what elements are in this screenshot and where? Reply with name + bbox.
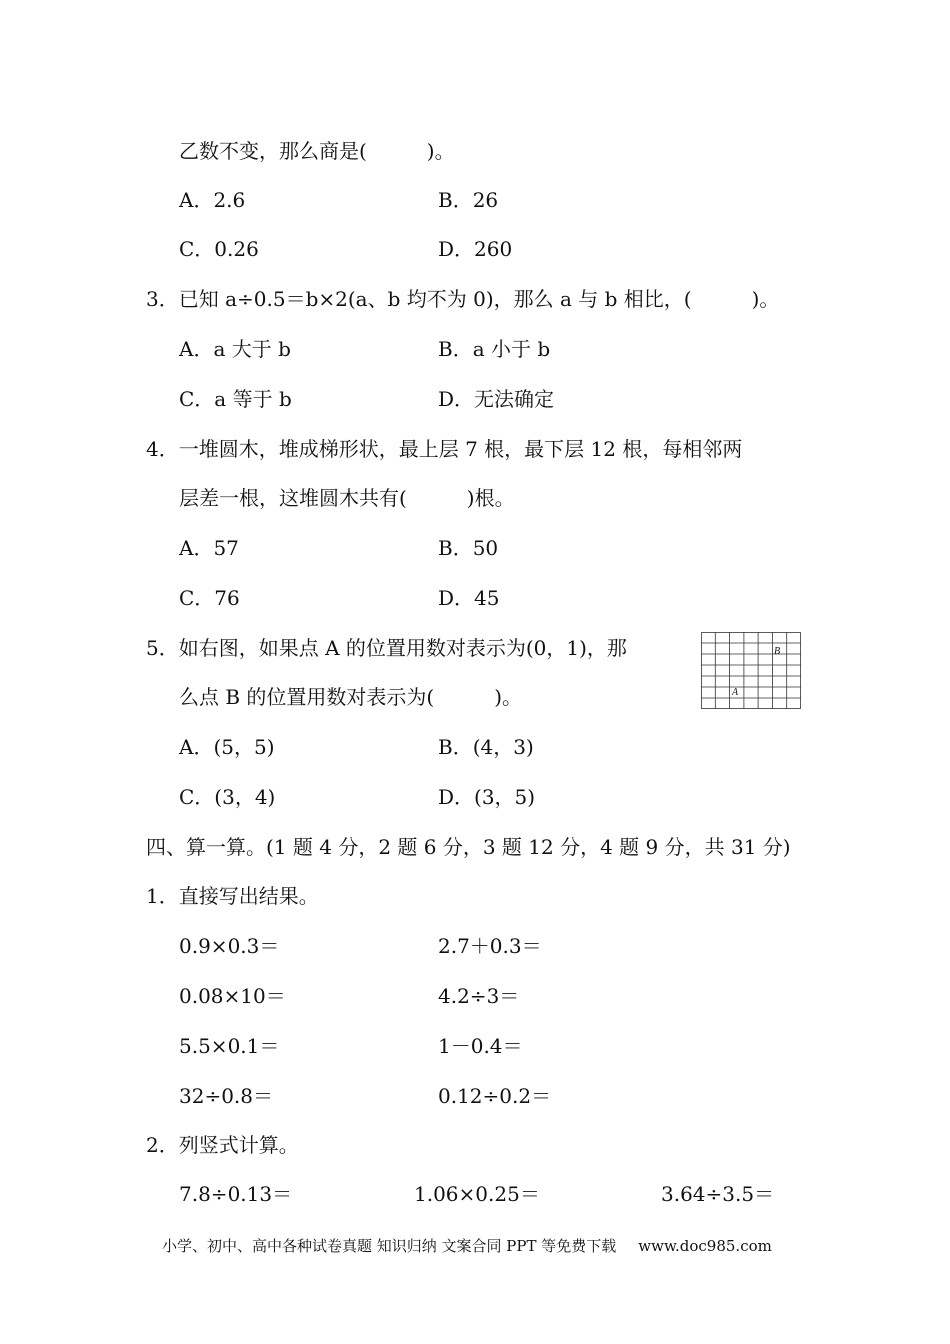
q4-line-2: 层差一根，这堆圆木共有( )根。 [179,486,515,510]
q4-option-c: C．76 [179,586,240,610]
q3-option-c: C．a 等于 b [179,387,292,411]
calc-item: 1－0.4＝ [438,1034,523,1058]
q3-text: 3．已知 a÷0.5＝b×2(a、b 均不为 0)，那么 a 与 b 相比，( )。 [146,287,780,311]
calc-item: 0.08×10＝ [179,984,286,1008]
q5-line-2: 么点 B 的位置用数对表示为( )。 [179,685,523,709]
q3-option-b: B．a 小于 b [438,337,551,361]
q5-option-b: B．(4，3) [438,735,534,759]
section-4-title: 四、算一算。(1 题 4 分，2 题 6 分，3 题 12 分，4 题 9 分，共 31 分) [146,835,791,859]
vertical-calc-item: 3.64÷3.5＝ [661,1182,775,1206]
q2-continuation: 乙数不变，那么商是( )。 [179,139,455,163]
q5-option-a: A．(5，5) [179,735,275,759]
grid-point-b-label: B [774,646,781,657]
footer-text: 小学、初中、高中各种试卷真题 知识归纳 文案合同 PPT 等免费下载 [162,1237,617,1255]
q2-option-c: C．0.26 [179,237,259,261]
part-1-title: 1．直接写出结果。 [146,884,319,908]
calc-item: 0.9×0.3＝ [179,934,280,958]
q2-option-b: B．26 [438,188,499,212]
calc-item: 0.12÷0.2＝ [438,1084,552,1108]
footer-site-link[interactable]: www.doc985.com [638,1237,772,1255]
q5-line-1: 5．如右图，如果点 A 的位置用数对表示为(0，1)，那 [146,636,627,660]
footer [162,1236,772,1256]
calc-item: 4.2÷3＝ [438,984,520,1008]
calc-item: 5.5×0.1＝ [179,1034,280,1058]
q3-option-d: D．无法确定 [438,387,555,411]
q4-option-b: B．50 [438,536,499,560]
vertical-calc-item: 1.06×0.25＝ [414,1182,540,1206]
q3-option-a: A．a 大于 b [179,337,291,361]
q5-option-c: C．(3，4) [179,785,276,809]
q4-option-a: A．57 [179,536,239,560]
q4-line-1: 4．一堆圆木，堆成梯形状，最上层 7 根，最下层 12 根，每相邻两 [146,437,743,461]
vertical-calc-item: 7.8÷0.13＝ [179,1182,293,1206]
q4-option-d: D．45 [438,586,500,610]
grid-point-a-label: A [732,687,739,698]
q5-option-d: D．(3，5) [438,785,536,809]
calc-item: 2.7＋0.3＝ [438,934,542,958]
q2-option-a: A．2.6 [179,188,246,212]
coordinate-grid-figure [701,632,801,709]
part-2-title: 2．列竖式计算。 [146,1133,299,1157]
q2-option-d: D．260 [438,237,513,261]
calc-item: 32÷0.8＝ [179,1084,274,1108]
